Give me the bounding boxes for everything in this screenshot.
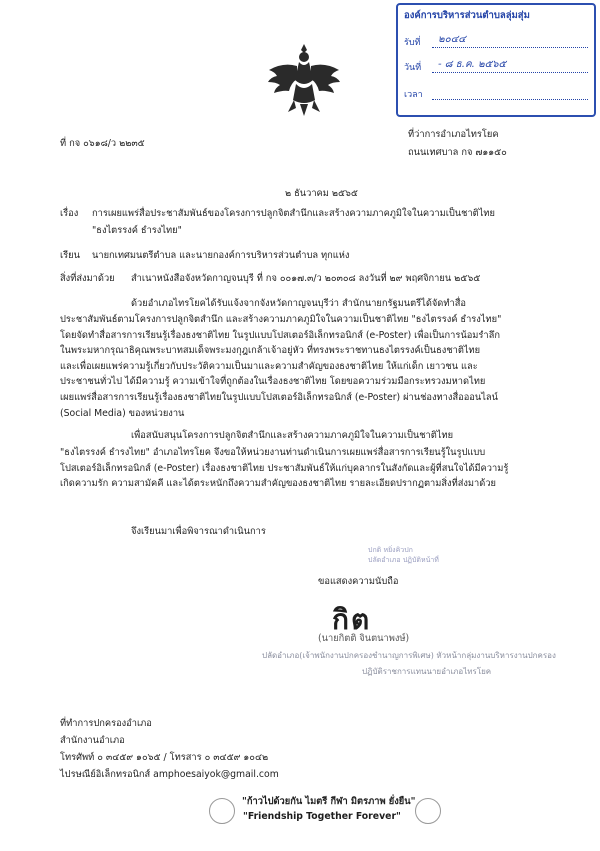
stamp-time-line xyxy=(432,99,588,100)
paragraph1-line: ในพระมหากรุณาธิคุณพระบาทสมเด็จพระมงกุฎเกล้าเจ้าอยู่หัว ที่ทรงพระราชทานธงไตรรงค์เป็นธงชาติไทย xyxy=(60,345,481,357)
paragraph1-line: และเพื่อเผยแพร่ความรู้เกี่ยวกับประวัติความเป็นมาและความสำคัญของธงชาติไทย ให้แก่เด็ก เยาวชน และ xyxy=(60,360,478,372)
paragraph1-line: (Social Media) ของหน่วยงาน xyxy=(60,407,185,419)
stamp-organization: องค์การบริหารส่วนตำบลลุ่มสุ่ม xyxy=(404,10,530,21)
stamp-time-label: เวลา xyxy=(404,90,423,100)
stamp-date-line xyxy=(432,72,588,73)
closing-request: จึงเรียนมาเพื่อพิจารณาดำเนินการ xyxy=(131,526,266,537)
paragraph1-line: เผยแพร่สื่อสารการเรียนรู้เรื่องธงชาติไทยในรูปแบบโปสเตอร์อิเล็กทรอนิกส์ (e-Poster) ผ่านช่องทางสื่อออนไลน์ xyxy=(60,391,498,403)
signature: กิต xyxy=(332,603,372,636)
paragraph2-line: "ธงไตรรงค์ ธำรงไทย" อำเภอไทรโยค จึงขอให้หน่วยงานท่านดำเนินการเผยแพร่สื่อสารการเรียนรู้ในรูปแบบ xyxy=(60,447,486,458)
closing-regards: ขอแสดงความนับถือ xyxy=(318,576,399,587)
subject-line2: "ธงไตรรงค์ ธำรงไทย" xyxy=(92,225,182,236)
paragraph1-line: โดยจัดทำสื่อสารการเรียนรู้เรื่องธงชาติไทย ในรูปแบบโปสเตอร์อิเล็กทรอนิกส์ (e-Poster) เพื่อเป็นการน้อมรำลึก xyxy=(60,329,500,341)
contact-department: ที่ทำการปกครองอำเภอ xyxy=(60,718,152,729)
attachment-text: สำเนาหนังสือจังหวัดกาญจนบุรี ที่ กจ ๐๐๑๗.๓/ว ๒๐๓๐๘ ลงวันที่ ๒๙ พฤศจิกายน ๒๕๖๕ xyxy=(131,273,481,284)
signer-name: (นายกิตติ จินตนาพงษ์) xyxy=(318,633,410,644)
addressee-text: นายกเทศมนตรีตำบล และนายกองค์การบริหารส่วนตำบล ทุกแห่ง xyxy=(92,250,350,261)
approval-stamp-line: ปกติ หยิ่งคิวปก xyxy=(368,546,413,554)
stamp-received-line xyxy=(432,47,588,48)
receive-stamp xyxy=(396,3,596,117)
signer-position: ปลัดอำเภอ(เจ้าพนักงานปกครองชำนาญการพิเศษ) หัวหน้ากลุ่มงานบริหารงานปกครอง xyxy=(262,651,556,660)
subject-line1: การเผยแพร่สื่อประชาสัมพันธ์ของโครงการปลูกจิตสำนึกและสร้างความภาคภูมิใจในความเป็นชาติไทย xyxy=(92,208,495,219)
paragraph1-line: ประชาชนทั่วไป ได้มีความรู้ ความเข้าใจที่ถูกต้องในเรื่องธงชาติไทย โดยขอความร่วมมือกระทรวงมหาดไทย xyxy=(60,376,486,388)
stamp-date-label: วันที่ xyxy=(404,63,422,73)
stamp-date-value: - ๘ ธ.ค. ๒๕๖๕ xyxy=(438,59,507,70)
attachment-label: สิ่งที่ส่งมาด้วย xyxy=(60,273,115,284)
province-logo-icon xyxy=(415,798,441,824)
approval-stamp xyxy=(368,545,439,565)
footer-slogan-thai: "ก้าวไปด้วยกัน ไมตรี กีฬา มิตรภาพ ยั่งยืน" xyxy=(242,796,416,807)
stamp-received-label: รับที่ xyxy=(404,38,421,48)
footer-slogan-english: "Friendship Together Forever" xyxy=(243,811,401,822)
district-logo-icon xyxy=(209,798,235,824)
document-number: ที่ กจ ๐๖๑๘/ว ๒๒๓๕ xyxy=(60,138,145,149)
document-date: ๒ ธันวาคม ๒๕๖๕ xyxy=(285,188,358,199)
paragraph1-line: ประชาสัมพันธ์ตามโครงการปลูกจิตสำนึก และสร้างความภาคภูมิใจในความเป็นชาติไทย "ธงไตรรงค์ ธำรงไทย" xyxy=(60,314,502,325)
office-address-line2: ถนนเทศบาล กจ ๗๑๑๕๐ xyxy=(408,147,507,158)
office-address-line1: ที่ว่าการอำเภอไทรโยค xyxy=(408,129,499,140)
addressee-label: เรียน xyxy=(60,250,80,261)
contact-section: สำนักงานอำเภอ xyxy=(60,735,125,746)
garuda-emblem-icon xyxy=(266,40,342,118)
contact-phone: โทรศัพท์ ๐ ๓๔๕๙ ๑๐๖๕ / โทรสาร ๐ ๓๔๕๙ ๑๐๔๒ xyxy=(60,752,269,763)
paragraph1-first-line: ด้วยอำเภอไทรโยคได้รับแจ้งจากจังหวัดกาญจนบุรีว่า สำนักนายกรัฐมนตรีได้จัดทำสื่อ xyxy=(131,298,466,309)
paragraph2-body xyxy=(60,445,560,492)
paragraph2-line: เกิดความรัก ความสามัคคี และได้ตระหนักถึงความสำคัญของธงชาติไทย รายละเอียดปรากฏตามสิ่งที่ส่งมาด้วย xyxy=(60,478,496,490)
contact-email: ไปรษณีย์อิเล็กทรอนิกส์ amphoesaiyok@gmail.com xyxy=(60,769,279,780)
stamp-received-number: ๒๐๔๔ xyxy=(438,34,466,45)
paragraph2-line: โปสเตอร์อิเล็กทรอนิกส์ (e-Poster) เรื่องธงชาติไทย ประชาสัมพันธ์ให้แก่บุคลากรในสังกัดและผู้ที่สนใจได้มีความรู้ xyxy=(60,462,509,474)
approval-stamp-line: ปลัดอำเภอ ปฏิบัติหน้าที่ xyxy=(368,556,439,564)
paragraph1-body xyxy=(60,312,560,421)
signer-acting: ปฏิบัติราชการแทนนายอำเภอไทรโยค xyxy=(362,667,492,676)
paragraph2-first-line: เพื่อสนับสนุนโครงการปลูกจิตสำนึกและสร้างความภาคภูมิใจในความเป็นชาติไทย xyxy=(131,430,454,441)
subject-label: เรื่อง xyxy=(60,208,79,219)
